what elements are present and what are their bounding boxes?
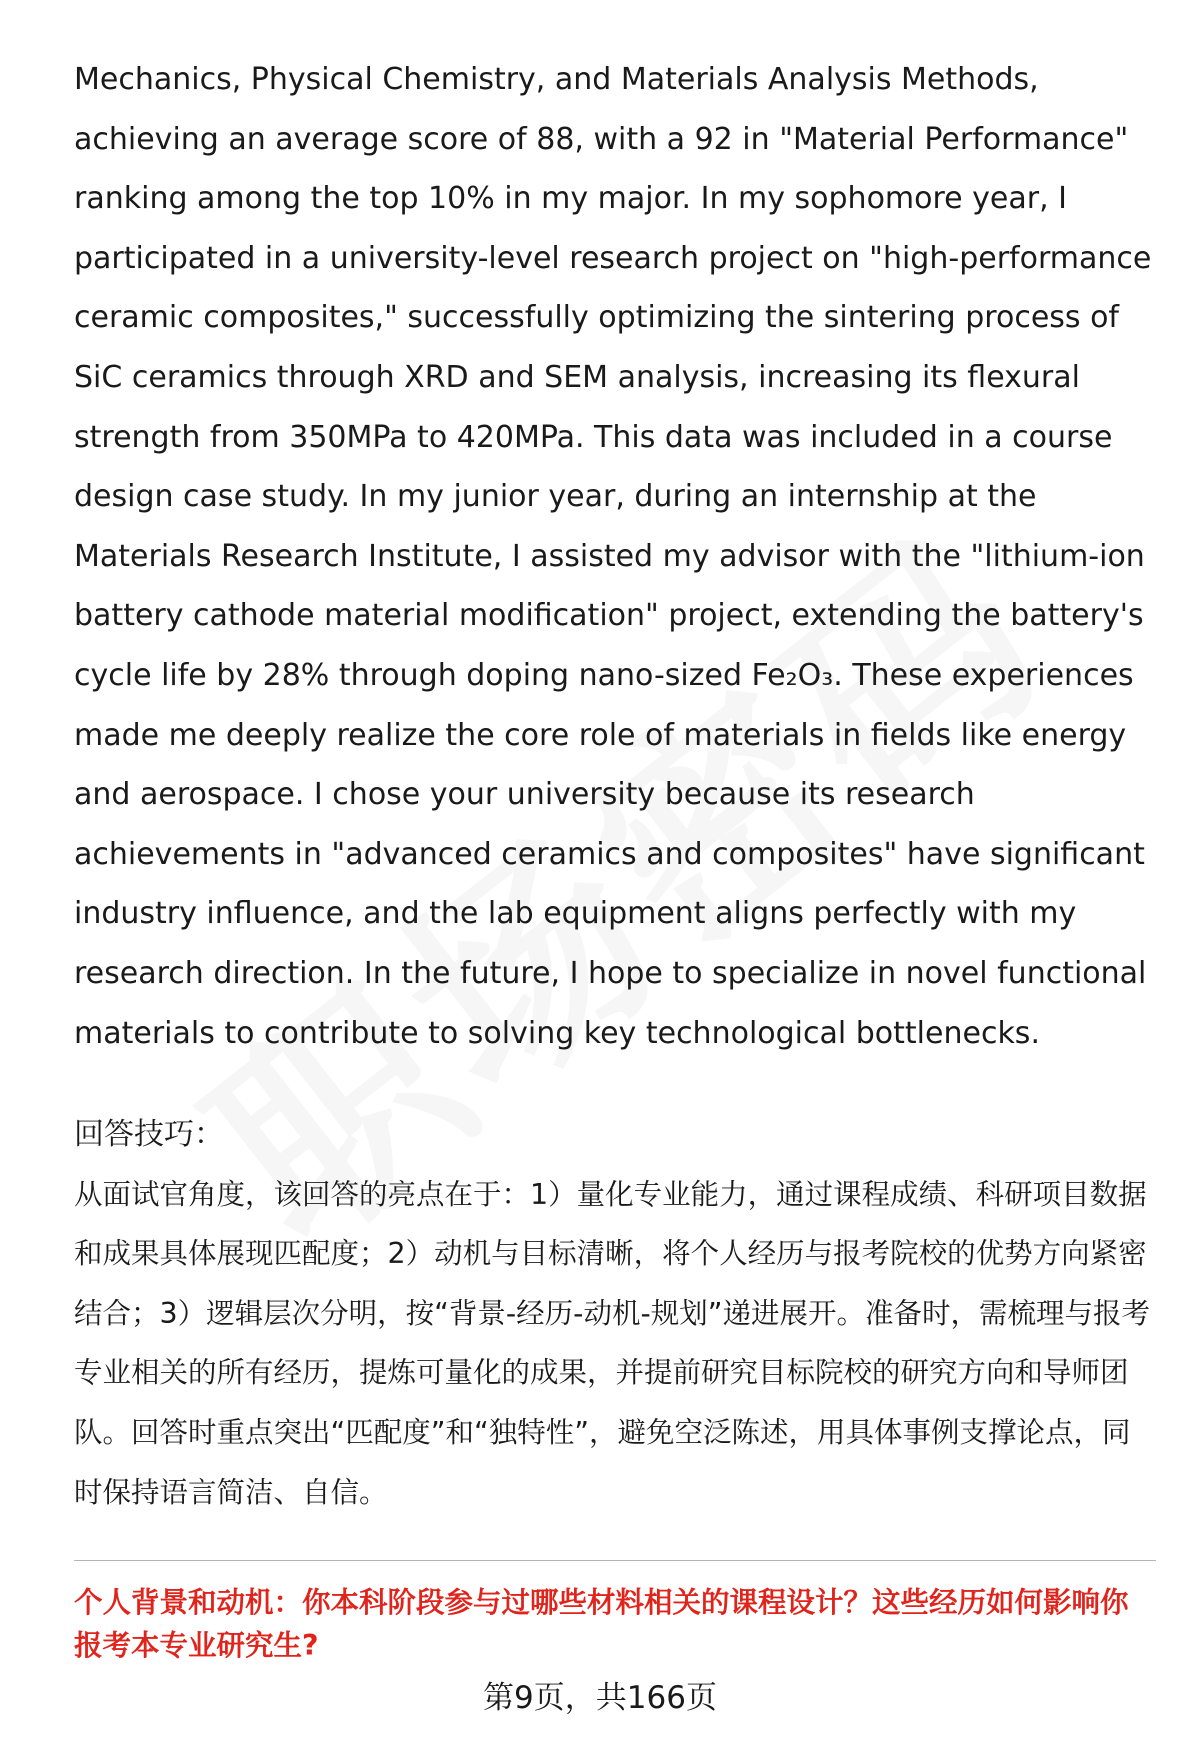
next-question-heading: 个人背景和动机：你本科阶段参与过哪些材料相关的课程设计？这些经历如何影响你报考本专业研究生? bbox=[74, 1586, 1129, 1662]
page-number-footer: 第9页，共166页 bbox=[483, 1680, 717, 1716]
tips-label: 回答技巧： bbox=[74, 1117, 224, 1153]
section-divider bbox=[74, 1560, 1156, 1561]
document-body bbox=[74, 50, 1154, 1522]
answer-paragraph: Mechanics, Physical Chemistry, and Materials Analysis Methods, achieving an average score of 88, with a 92 in "Material Performance" ranking among the top 10% in my major. In my sophomore year, I participated in a university-level research project on "high-performance ceramic composites," successfully optimizing the sintering process of SiC ceramics through XRD and SEM analysis, increasing its flexural strength from 350MPa to 420MPa. This data was included in a course design case study. In my junior year, during an internship at the Materials Research Institute, I assisted my advisor with the "lithium-ion battery cathode material modification" project, extending the battery's cycle life by 28% through doping nano-sized Fe₂O₃. These experiences made me deeply realize the core role of materials in fields like energy and aerospace. I chose your university because its research achievements in "advanced ceramics and composites" have significant industry influence, and the lab equipment aligns perfectly with my research direction. In the future, I hope to specialize in novel functional materials to contribute to solving key technological bottlenecks. bbox=[74, 62, 1152, 1051]
tips-paragraph: 从面试官角度，该回答的亮点在于：1）量化专业能力，通过课程成绩、科研项目数据和成果具体展现匹配度；2）动机与目标清晰，将个人经历与报考院校的优势方向紧密结合；3）逻辑层次分明，按“背景-经历-动机-规划”递进展开。准备时，需梳理与报考专业相关的所有经历，提炼可量化的成果，并提前研究目标院校的研究方向和导师团队。回答时重点突出“匹配度”和“独特性”，避免空泛陈述，用具体事例支撑论点，同时保持语言简洁、自信。 bbox=[74, 1177, 1151, 1509]
